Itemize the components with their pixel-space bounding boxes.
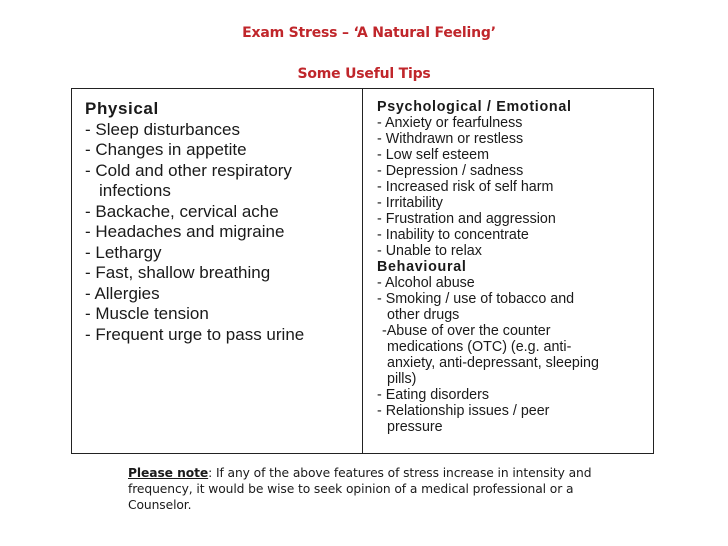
behavioural-item: - Eating disorders <box>377 387 490 403</box>
behavioural-item-continuation: anxiety, anti-depressant, sleeping <box>387 355 599 371</box>
behavioural-item: -Abuse of over the counter <box>382 323 551 339</box>
physical-item: - Muscle tension <box>85 304 209 323</box>
physical-item: - Backache, cervical ache <box>85 201 279 221</box>
page-title: Exam Stress – ‘A Natural Feeling’ <box>242 25 496 41</box>
physical-item: - Cold and other respiratory <box>85 160 292 180</box>
physical-column <box>85 99 357 345</box>
psychological-behavioural-column <box>377 99 647 435</box>
psychological-item: - Anxiety or fearfulness <box>377 115 523 131</box>
note-text: : If any of the above features of stress increase in intensity and frequency, it would be wise to seek opinion of a medical professional or a Counselor. <box>128 466 592 512</box>
behavioural-item: - Relationship issues / peer <box>377 403 550 419</box>
psychological-item: - Withdrawn or restless <box>377 131 524 147</box>
physical-item: - Frequent urge to pass urine <box>85 324 305 344</box>
behavioural-heading: Behavioural <box>377 259 467 275</box>
physical-item: - Fast, shallow breathing <box>85 263 271 282</box>
physical-item: - Changes in appetite <box>85 140 247 159</box>
psychological-item: - Depression / sadness <box>377 163 524 179</box>
column-divider <box>362 88 363 454</box>
behavioural-item-continuation: medications (OTC) (e.g. anti- <box>387 339 572 355</box>
behavioural-item-continuation: pills) <box>387 371 417 387</box>
physical-item-continuation: infections <box>99 181 171 200</box>
psychological-item: - Low self esteem <box>377 147 490 163</box>
physical-item: - Allergies <box>85 283 160 303</box>
psychological-item: - Unable to relax <box>377 243 482 259</box>
note-label: Please note <box>128 466 209 480</box>
psychological-item: - Irritability <box>377 195 443 211</box>
physical-item: - Sleep disturbances <box>85 119 240 139</box>
psychological-item: - Increased risk of self harm <box>377 179 554 195</box>
behavioural-item-continuation: pressure <box>387 419 443 435</box>
behavioural-item: - Alcohol abuse <box>377 275 475 291</box>
physical-item: - Headaches and migraine <box>85 222 285 241</box>
physical-item: - Lethargy <box>85 242 162 262</box>
physical-heading: Physical <box>85 99 159 118</box>
please-note <box>128 466 628 513</box>
behavioural-item: - Smoking / use of tobacco and <box>377 291 575 307</box>
psychological-item: - Inability to concentrate <box>377 227 529 243</box>
behavioural-item-continuation: other drugs <box>387 307 460 323</box>
psychological-heading: Psychological / Emotional <box>377 99 572 115</box>
psychological-item: - Frustration and aggression <box>377 211 556 227</box>
page-subtitle: Some Useful Tips <box>297 66 431 82</box>
